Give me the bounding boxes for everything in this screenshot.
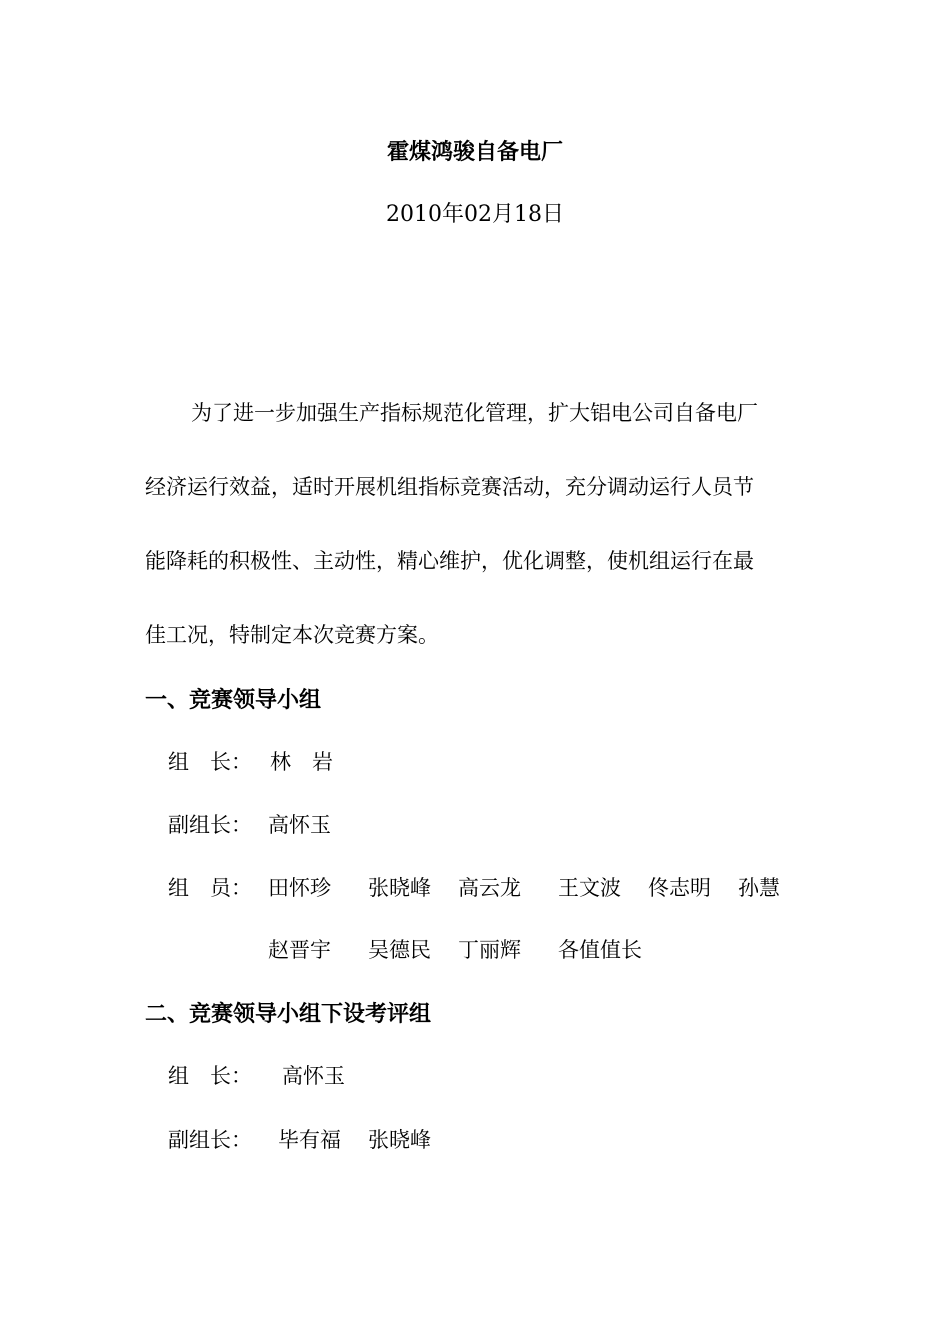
s1-leader-label: 组 长： bbox=[168, 750, 252, 774]
s1-deputy-label: 副组长： bbox=[168, 813, 252, 837]
s2-deputy-name: 毕有福 bbox=[278, 1128, 341, 1152]
member-name: 王文波 bbox=[558, 876, 621, 900]
s2-deputy-name: 张晓峰 bbox=[368, 1128, 431, 1152]
intro-line-2: 经济运行效益，适时开展机组指标竞赛活动，充分调动运行人员节 bbox=[145, 475, 754, 499]
document-date: 2010年02月18日 bbox=[386, 202, 564, 227]
intro-line-4: 佳工况，特制定本次竞赛方案。 bbox=[145, 623, 439, 647]
organization-title: 霍煤鸿骏自备电厂 bbox=[386, 139, 563, 165]
s2-deputy-label: 副组长： bbox=[168, 1128, 252, 1152]
s2-leader-name: 高怀玉 bbox=[282, 1064, 345, 1088]
s1-members-label: 组 员： bbox=[168, 876, 252, 900]
member-name: 赵晋宇 bbox=[268, 938, 331, 962]
member-name: 张晓峰 bbox=[368, 876, 431, 900]
member-name: 高云龙 bbox=[458, 876, 521, 900]
section-1-heading: 一、竞赛领导小组 bbox=[145, 687, 322, 713]
member-name: 孙慧 bbox=[738, 876, 780, 900]
intro-line-1: 为了进一步加强生产指标规范化管理，扩大铝电公司自备电厂 bbox=[191, 401, 758, 425]
member-name: 吴德民 bbox=[368, 938, 431, 962]
member-name: 佟志明 bbox=[648, 876, 711, 900]
member-name: 田怀珍 bbox=[268, 876, 331, 900]
s2-leader-label: 组 长： bbox=[168, 1064, 252, 1088]
member-name: 丁丽辉 bbox=[458, 938, 521, 962]
section-2-heading: 二、竞赛领导小组下设考评组 bbox=[145, 1001, 432, 1027]
member-name: 各值值长 bbox=[558, 938, 642, 962]
intro-line-3: 能降耗的积极性、主动性，精心维护，优化调整，使机组运行在最 bbox=[145, 549, 754, 573]
s1-deputy-name: 高怀玉 bbox=[268, 813, 331, 837]
s1-leader-name: 林 岩 bbox=[270, 750, 333, 774]
